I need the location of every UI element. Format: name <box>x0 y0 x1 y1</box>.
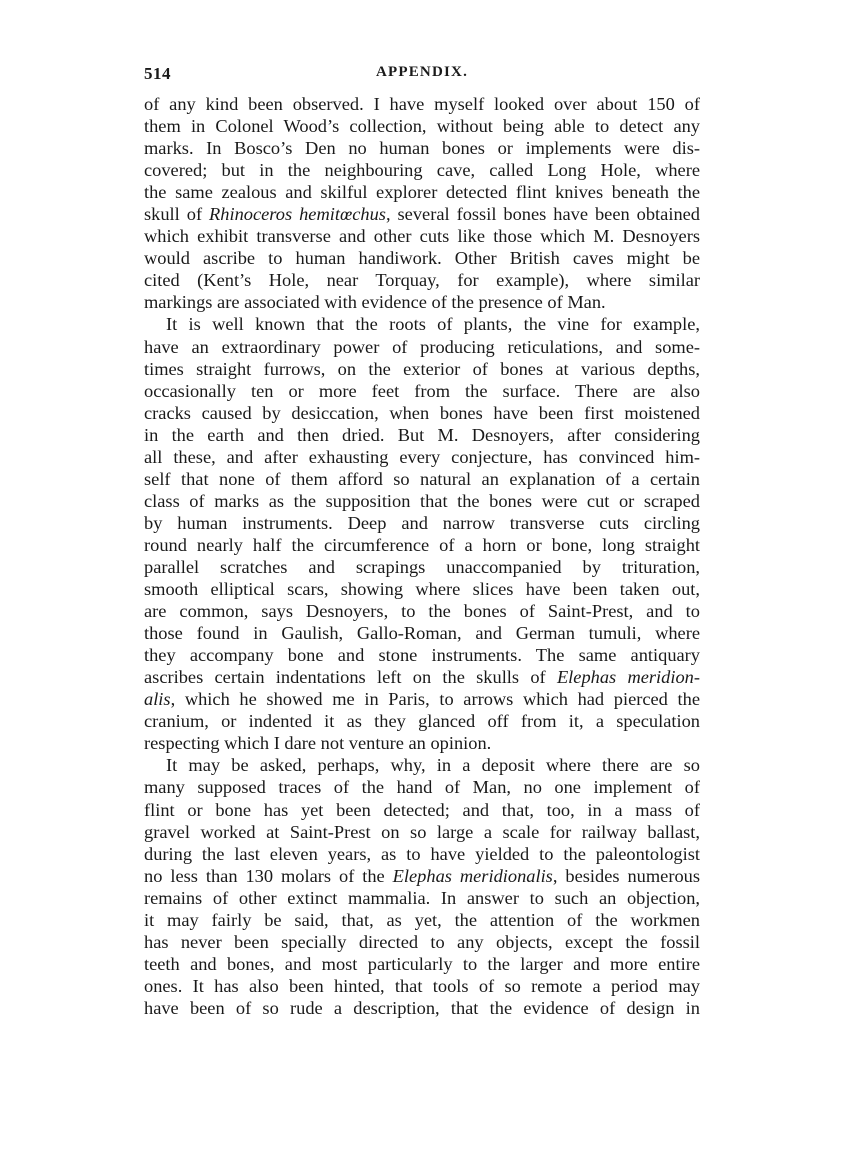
text-line: them in Colonel Wood’s collection, without being able to detect any <box>144 116 700 137</box>
text-line: are common, says Desnoyers, to the bones of Saint-Prest, and to <box>144 601 700 622</box>
text-line <box>144 865 700 887</box>
line-segment: ascribes certain indentations left on the skulls of <box>144 667 557 688</box>
text-line: of any kind been observed. I have myself looked over about 150 of <box>144 94 700 114</box>
line-segment: no less than 130 molars of the <box>144 865 393 886</box>
text-line <box>144 203 700 225</box>
running-title: APPENDIX. <box>375 64 469 80</box>
text-line: which exhibit transverse and other cuts like those which M. Desnoyers <box>144 226 700 247</box>
text-line: covered; but in the neighbouring cave, called Long Hole, where <box>144 160 700 181</box>
text-line: It may be asked, perhaps, why, in a deposit where there are so <box>166 755 700 776</box>
text-line: remains of other extinct mammalia. In answer to such an objection, <box>144 887 700 908</box>
text-line <box>144 666 700 688</box>
line-segment: , besides numerous <box>552 865 700 886</box>
text-line: the same zealous and skilful explorer detected flint knives beneath the <box>144 182 700 203</box>
text-line: It is well known that the roots of plants, the vine for example, <box>166 314 700 335</box>
line-segment: , which he showed me in Paris, to arrows which had pierced the <box>170 689 700 710</box>
line-segment: skull of <box>144 204 210 225</box>
text-line: respecting which I dare not venture an opinion. <box>144 733 492 754</box>
text-line: class of marks as the supposition that the bones were cut or scraped <box>144 490 700 511</box>
italic-term: Rhinoceros hemitœchus <box>209 204 386 225</box>
italic-term: Elephas meridion- <box>556 667 700 688</box>
text-line: parallel scratches and scrapings unaccompanied by trituration, <box>144 556 700 577</box>
page-number: 514 <box>144 64 171 83</box>
text-line: round nearly half the circumference of a horn or bone, long straight <box>144 534 700 555</box>
text-line: in the earth and then dried. But M. Desnoyers, after considering <box>144 424 700 445</box>
text-line: smooth elliptical scars, showing where slices have been taken out, <box>144 579 700 600</box>
text-line: markings are associated with evidence of the presence of Man. <box>144 292 606 313</box>
text-line: self that none of them afford so natural an explanation of a certain <box>144 468 700 489</box>
text-line <box>144 688 700 710</box>
text-line: occasionally ten or more feet from the surface. There are also <box>144 380 700 401</box>
text-line: have an extraordinary power of producing reticulations, and some- <box>144 336 700 357</box>
text-line: marks. In Bosco’s Den no human bones or implements were dis- <box>144 138 700 159</box>
text-line: flint or bone has yet been detected; and that, too, in a mass of <box>144 799 700 820</box>
text-line: during the last eleven years, as to have yielded to the paleontologist <box>144 843 700 864</box>
text-line: have been of so rude a description, that the evidence of design in <box>144 997 700 1018</box>
text-line: gravel worked at Saint-Prest on so large a scale for railway ballast, <box>144 821 700 842</box>
text-line: they accompany bone and stone instruments. The same antiquary <box>144 645 700 666</box>
line-segment: , several fossil bones have been obtained <box>385 204 700 225</box>
text-line: many supposed traces of the hand of Man, no one implement of <box>144 777 700 798</box>
italic-term: Elephas meridionalis <box>392 865 553 886</box>
text-line: cracks caused by desiccation, when bones have been first moistened <box>144 402 700 423</box>
body-text <box>144 93 700 1019</box>
italic-term: alis <box>144 689 171 710</box>
text-line: times straight furrows, on the exterior of bones at various depths, <box>144 358 700 379</box>
text-line: has never been specially directed to any objects, except the fossil <box>144 931 700 952</box>
text-line: those found in Gaulish, Gallo-Roman, and German tumuli, where <box>144 623 700 644</box>
text-line: all these, and after exhausting every conjecture, has convinced him- <box>144 446 700 467</box>
text-line: teeth and bones, and most particularly to the larger and more entire <box>144 953 700 974</box>
text-line: by human instruments. Deep and narrow transverse cuts circling <box>144 512 700 533</box>
text-line: cranium, or indented it as they glanced off from it, a speculation <box>144 711 700 732</box>
running-head <box>144 64 700 86</box>
text-line: cited (Kent’s Hole, near Torquay, for example), where similar <box>144 270 700 291</box>
text-line: it may fairly be said, that, as yet, the attention of the workmen <box>144 909 700 930</box>
text-line: would ascribe to human handiwork. Other British caves might be <box>144 248 700 269</box>
text-line: ones. It has also been hinted, that tools of so remote a period may <box>144 975 700 996</box>
